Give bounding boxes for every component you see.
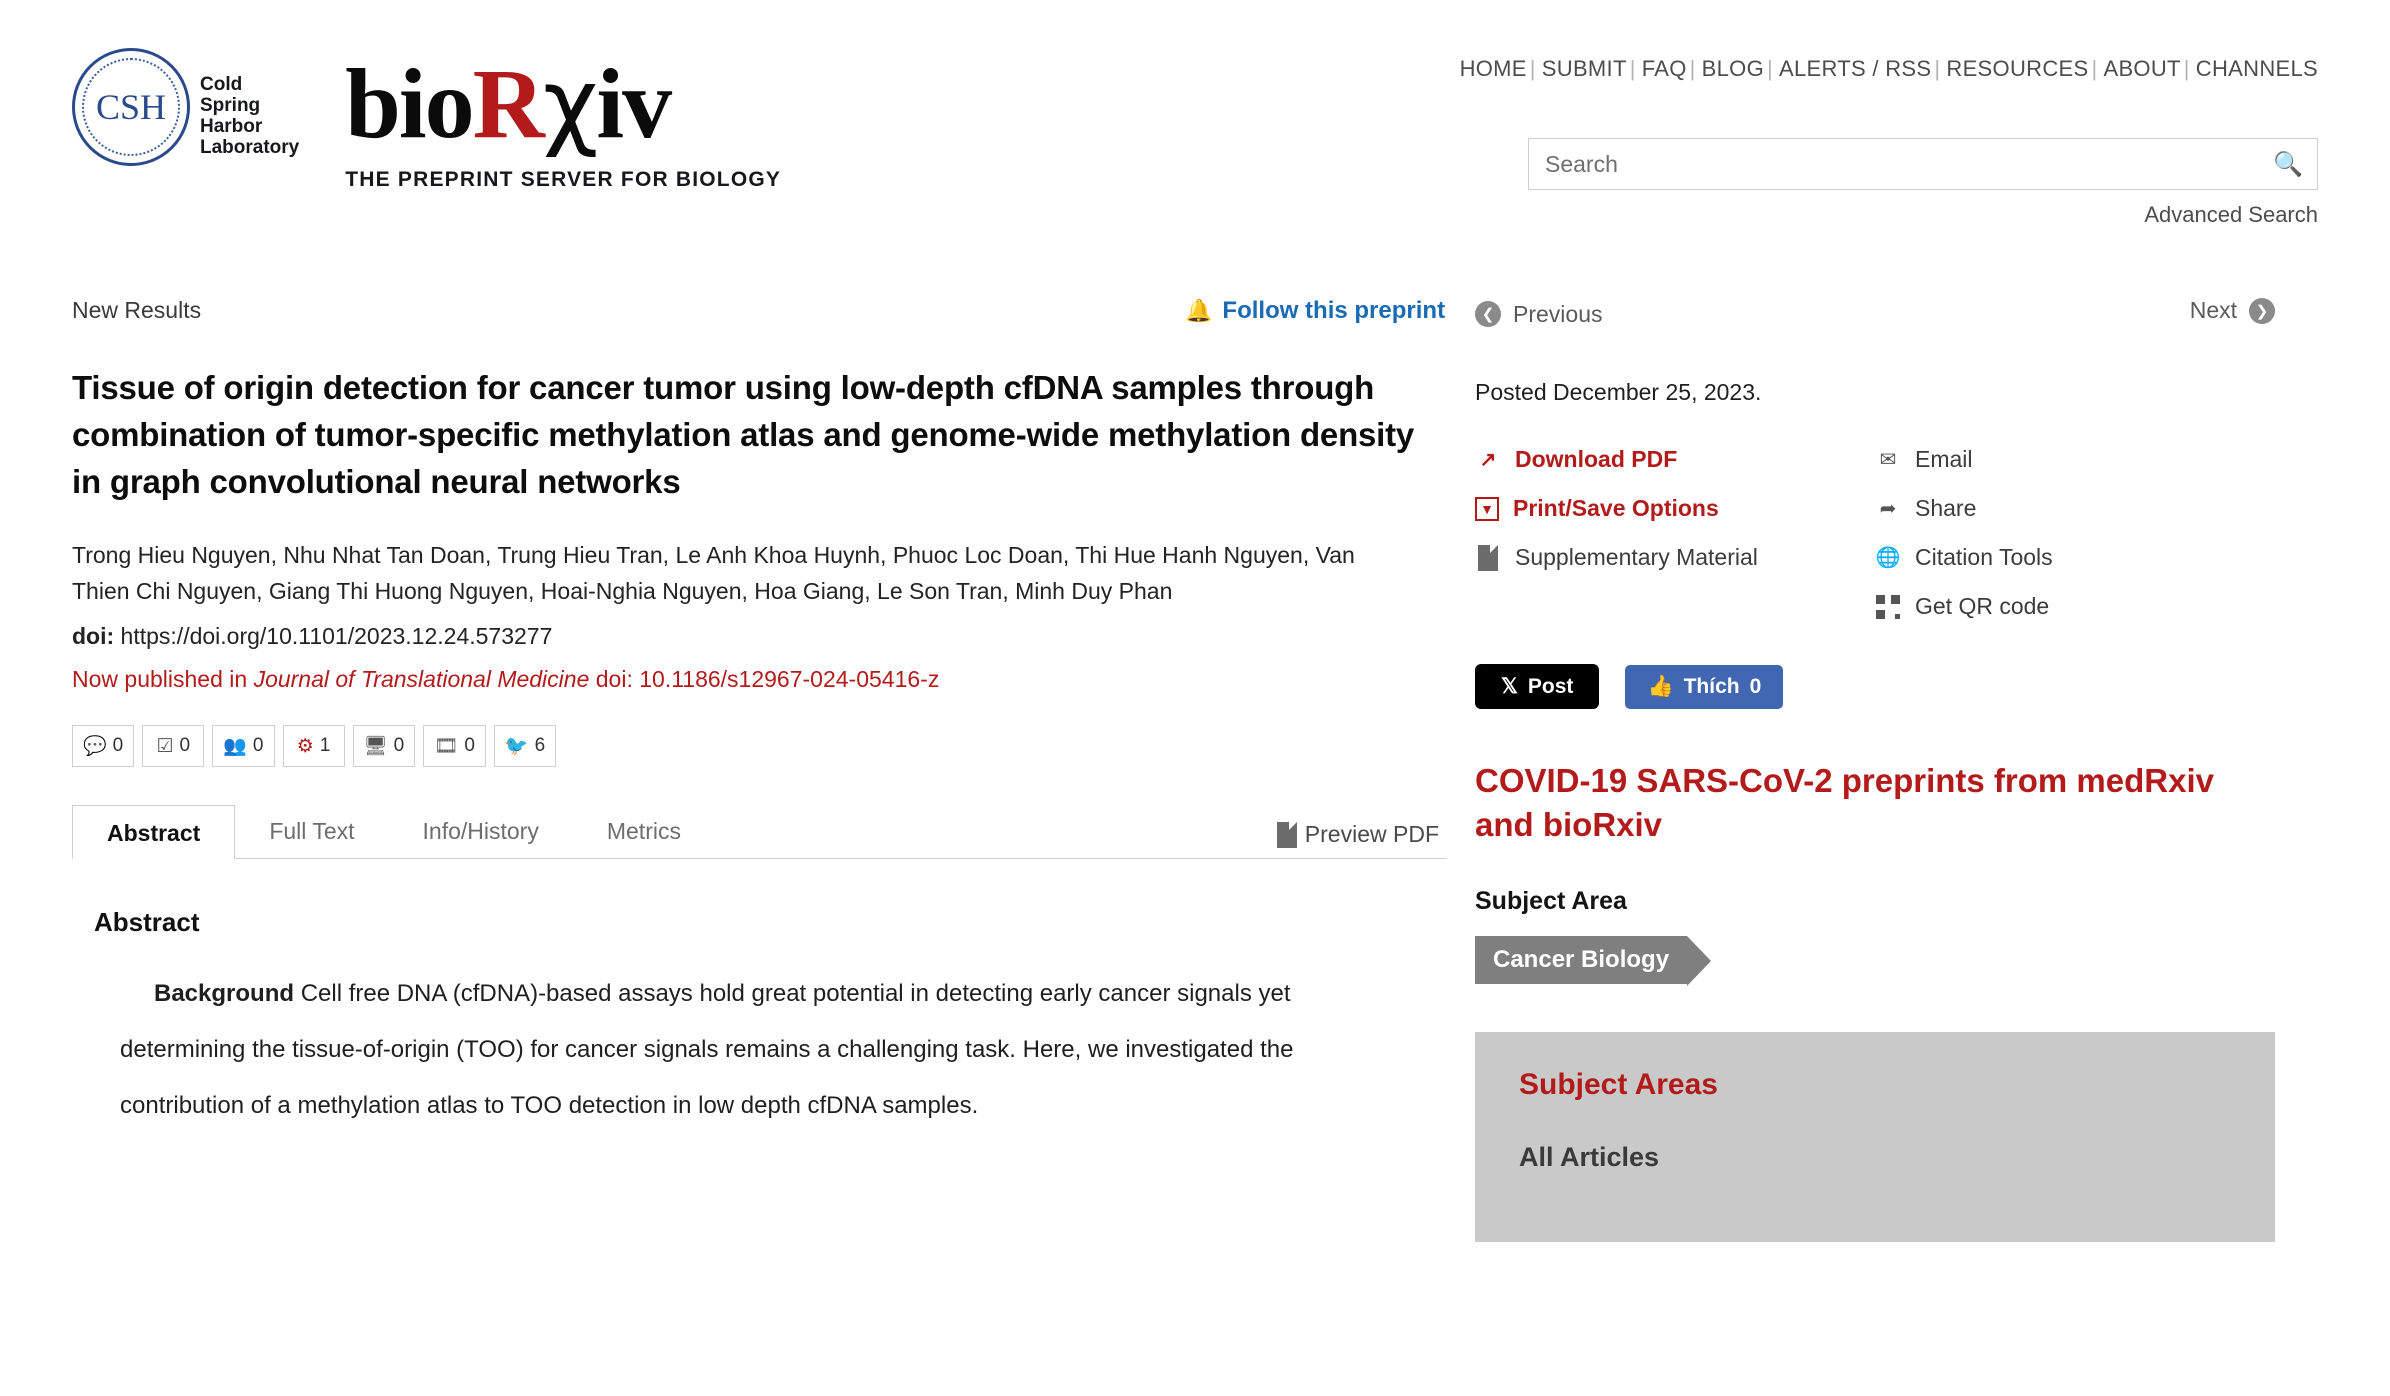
mendeley-icon: ⚙: [296, 735, 314, 757]
published-prefix: Now published in: [72, 666, 248, 692]
nav-divider: |: [1629, 56, 1636, 81]
metric-twitter[interactable]: [494, 725, 556, 767]
x-post-label: Post: [1527, 674, 1574, 698]
nav-divider: |: [1767, 56, 1774, 81]
metric-count: 1: [319, 735, 331, 756]
citation-tools-label: Citation Tools: [1915, 544, 2053, 570]
globe-icon: 🌐: [1875, 547, 1901, 569]
csh-word-line-3: Harbor: [200, 116, 263, 137]
csh-wordmark: [200, 56, 299, 158]
supplementary-material-button[interactable]: [1475, 544, 1875, 571]
qr-code-icon: [1875, 594, 1901, 620]
csh-word-line-4: Laboratory: [200, 137, 300, 158]
print-save-options-button[interactable]: [1475, 495, 1875, 522]
search-box[interactable]: [1528, 138, 2318, 190]
subject-tag-row: [1475, 936, 2275, 984]
metric-comments[interactable]: [72, 725, 134, 767]
share-label: Share: [1915, 495, 1977, 521]
print-save-label: Print/Save Options: [1513, 495, 1719, 521]
doi-line: [72, 623, 1447, 650]
previous-link[interactable]: [1475, 301, 1602, 328]
nav-divider: |: [2091, 56, 2098, 81]
published-doi[interactable]: doi: 10.1186/s12967-024-05416-z: [595, 666, 940, 692]
nav-divider: |: [1689, 56, 1696, 81]
nav-item-home[interactable]: HOME: [1459, 56, 1527, 81]
facebook-like-button[interactable]: [1625, 665, 1783, 709]
nav-item-resources[interactable]: RESOURCES: [1946, 56, 2089, 81]
download-pdf-label: Download PDF: [1515, 446, 1678, 472]
twitter-icon: 🐦: [504, 736, 529, 757]
nav-divider: |: [2183, 56, 2190, 81]
actions-right-column: [1875, 446, 2275, 642]
metric-community[interactable]: [212, 725, 274, 767]
article-column: [72, 265, 1447, 1242]
metric-count: 0: [393, 735, 405, 756]
search-input[interactable]: [1543, 150, 2273, 179]
nav-divider: |: [1529, 56, 1536, 81]
chevron-left-icon: ❮: [1475, 301, 1501, 327]
follow-preprint-label: Follow this preprint: [1222, 297, 1446, 324]
abstract-text: [120, 966, 1420, 1134]
advanced-search-link[interactable]: Advanced Search: [2144, 202, 2318, 227]
get-qr-code-button[interactable]: [1875, 593, 2275, 620]
csh-logo[interactable]: [72, 48, 299, 166]
nav-divider: |: [1934, 56, 1941, 81]
article-kicker: New Results: [72, 297, 202, 323]
preview-pdf-button[interactable]: [1277, 821, 1439, 848]
metric-checklist[interactable]: [142, 725, 204, 767]
metric-count: 0: [252, 735, 264, 756]
x-logo-icon: 𝕏: [1501, 675, 1518, 698]
csh-word-line-2: Spring: [200, 95, 261, 116]
biorxiv-logo[interactable]: [345, 48, 781, 192]
abstract-body-text: Cell free DNA (cfDNA)-based assays hold great potential in detecting early cancer signals yet determining the tissue-of-origin (TOO) for cancer signals remains a challenging task. Here, we investigated the contribution of a methylation atlas to TOO detection in low depth cfDNA samples.: [120, 980, 1294, 1119]
nav-item-alerts-rss[interactable]: ALERTS / RSS: [1779, 56, 1932, 81]
share-arrow-icon: ➦: [1879, 498, 1897, 520]
doi-label: doi:: [72, 623, 115, 649]
download-box-icon: ▼: [1475, 497, 1499, 521]
metrics-row: [72, 725, 1447, 767]
site-header: [0, 0, 2390, 265]
main-content: [0, 265, 2390, 1242]
nav-item-about[interactable]: ABOUT: [2103, 56, 2181, 81]
subject-areas-panel: [1475, 1032, 2275, 1242]
facebook-like-label: Thích: [1683, 674, 1740, 698]
biorxiv-bio: bio: [345, 48, 473, 159]
email-button[interactable]: [1875, 446, 2275, 473]
community-icon: 👥: [223, 736, 247, 757]
logo-zone: [72, 48, 781, 192]
subject-areas-title: Subject Areas: [1519, 1068, 1718, 1101]
csh-seal-icon: [72, 48, 190, 166]
tab-info-history[interactable]: Info/History: [422, 818, 539, 844]
chevron-right-icon: ❯: [2249, 298, 2275, 324]
abstract-lead-label: Background: [154, 980, 295, 1007]
bell-icon: 🔔: [1185, 298, 1213, 323]
supplementary-label: Supplementary Material: [1515, 544, 1758, 570]
top-navigation[interactable]: [1460, 56, 2318, 82]
metric-count: 0: [179, 735, 191, 756]
next-link[interactable]: [2190, 297, 2275, 324]
csh-word-line-1: Cold: [200, 74, 243, 95]
share-button[interactable]: [1875, 495, 2275, 522]
author-list[interactable]: Trong Hieu Nguyen, Nhu Nhat Tan Doan, Trung Hieu Tran, Le Anh Khoa Huynh, Phuoc Loc Doan, Thi Hue Hanh Nguyen, Van Thien Chi Nguyen, Giang Thi Huong Nguyen, Hoai-Nghia Nguyen, Hoa Giang, Le Son Tran, Minh Duy Phan: [72, 542, 1355, 604]
article-tabs: [72, 803, 1447, 859]
status-badge[interactable]: Cancer Biology: [1475, 936, 1687, 984]
facebook-like-count: 0: [1749, 674, 1762, 698]
thumbs-up-icon: 👍: [1647, 674, 1674, 698]
follow-preprint-button[interactable]: [1185, 297, 1445, 325]
nav-item-submit[interactable]: SUBMIT: [1541, 56, 1627, 81]
search-icon[interactable]: 🔍: [2273, 150, 2303, 178]
sidebar-top-bar: [1185, 297, 2275, 331]
page-title: Tissue of origin detection for cancer tumor using low-depth cfDNA samples through combination of tumor-specific methylation atlas and genome-wide methylation density in graph convolutional neural networks: [72, 369, 1415, 500]
tab-abstract[interactable]: Abstract: [72, 805, 235, 859]
film-icon: 🎞: [434, 736, 459, 757]
published-notice: [72, 666, 1447, 693]
tab-metrics[interactable]: Metrics: [606, 818, 681, 844]
social-buttons: [1475, 664, 2275, 709]
metric-mendeley[interactable]: [283, 725, 345, 767]
checklist-icon: ☑: [156, 735, 174, 757]
biorxiv-tagline: THE PREPRINT SERVER FOR BIOLOGY: [345, 168, 782, 191]
csh-seal-text: CSH: [95, 87, 167, 127]
external-link-icon: ↗: [1479, 449, 1497, 471]
nav-item-faq[interactable]: FAQ: [1641, 56, 1687, 81]
actions-left-column: [1475, 446, 1875, 642]
tab-full-text[interactable]: Full Text: [269, 818, 355, 844]
metric-film[interactable]: [423, 725, 486, 767]
posted-date: Posted December 25, 2023.: [1475, 379, 1762, 405]
metric-count: 0: [464, 735, 475, 756]
subject-area-heading: Subject Area: [1475, 887, 1627, 915]
abstract-heading: Abstract: [94, 907, 200, 937]
metric-monitor[interactable]: [353, 725, 416, 767]
document-icon: [1277, 822, 1297, 848]
metric-count: 6: [534, 735, 546, 756]
citation-tools-button[interactable]: [1875, 544, 2275, 571]
nav-item-channels[interactable]: CHANNELS: [2195, 56, 2318, 81]
published-journal[interactable]: Journal of Translational Medicine: [253, 666, 590, 692]
document-icon: [1475, 545, 1501, 571]
preview-pdf-label: Preview PDF: [1304, 821, 1439, 847]
next-label: Next: [2189, 297, 2237, 323]
biorxiv-iv: iv: [596, 48, 671, 159]
article-actions: [1475, 446, 2275, 642]
doi-value[interactable]: https://doi.org/10.1101/2023.12.24.573277: [120, 623, 553, 649]
biorxiv-wordmark: [345, 48, 781, 160]
x-post-button[interactable]: [1475, 664, 1599, 709]
comment-icon: 💬: [83, 736, 107, 757]
covid-preprints-banner[interactable]: COVID-19 SARS-CoV-2 preprints from medRxiv and bioRxiv: [1475, 762, 2214, 843]
download-pdf-button[interactable]: [1475, 446, 1875, 473]
nav-item-blog[interactable]: BLOG: [1701, 56, 1764, 81]
previous-label: Previous: [1513, 300, 1603, 327]
biorxiv-r: R: [472, 48, 543, 159]
subject-areas-item-all-articles[interactable]: All Articles: [1519, 1142, 1660, 1172]
biorxiv-chi: χ: [542, 48, 597, 160]
qr-code-label: Get QR code: [1915, 593, 2050, 619]
email-label: Email: [1915, 446, 1973, 472]
monitor-icon: 🖥: [363, 736, 388, 757]
search-area: [1528, 138, 2318, 228]
metric-count: 0: [112, 735, 124, 756]
envelope-icon: ✉: [1879, 449, 1897, 471]
